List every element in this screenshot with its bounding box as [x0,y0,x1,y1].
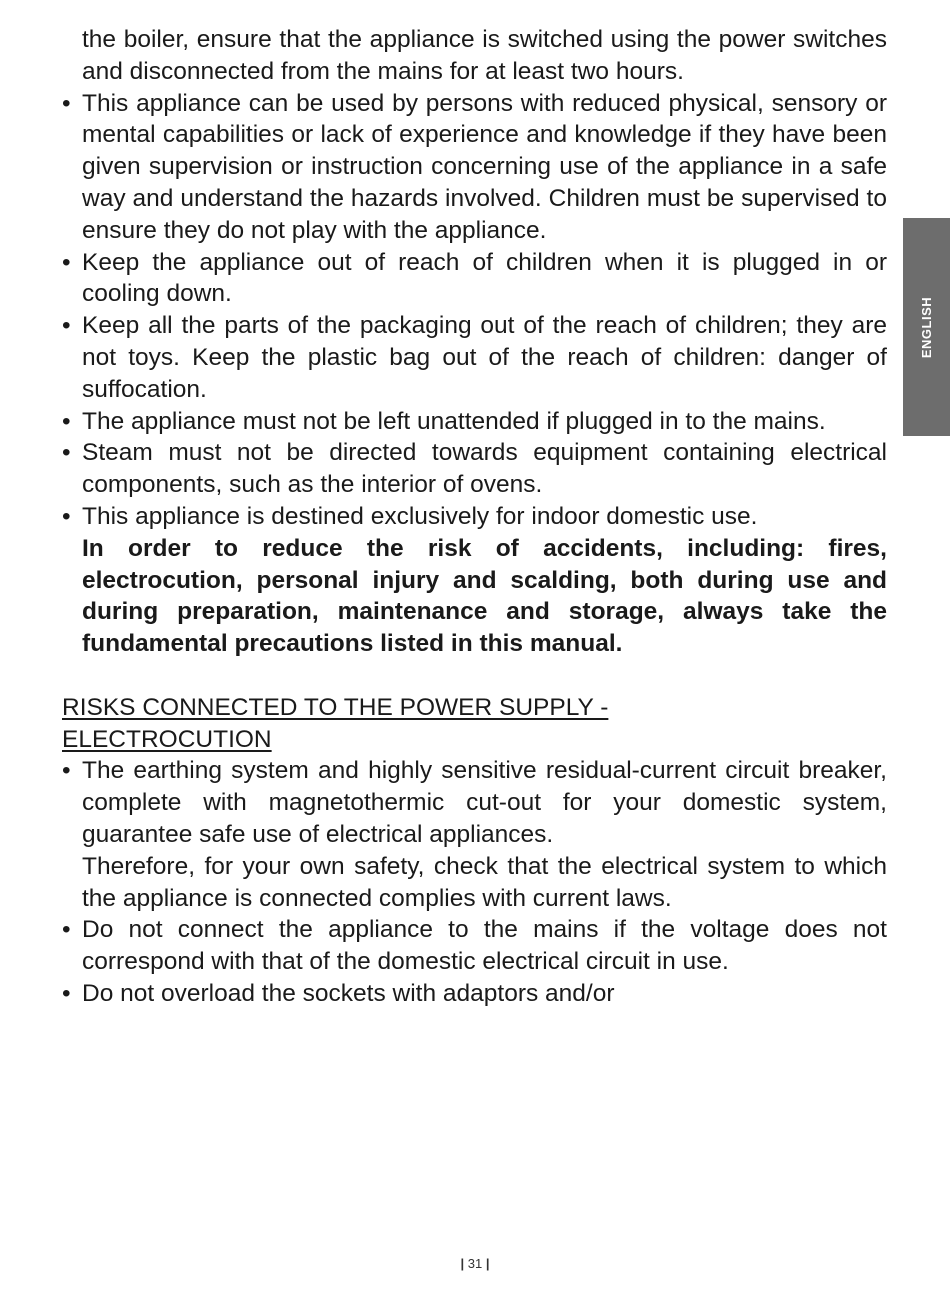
safety-bullet-list [62,88,887,533]
bullet-text: This appliance is destined exclusively for indoor domestic use. [82,502,758,530]
bullet-text: Keep the appliance out of reach of children when it is plugged in or cooling down. [82,248,887,308]
precautions-note: In order to reduce the risk of accidents, including: fires, electrocution, personal injury and scalding, both during use and during preparation, maintenance and storage, always take the fundamental precautions listed in this manual. [82,534,887,658]
intro-continuation: the boiler, ensure that the appliance is switched using the power switches and disconnected from the mains for at least two hours. [82,26,887,85]
bullet-text: The appliance must not be left unattended if plugged in to the mains. [82,407,826,435]
bullet-followup-text: Therefore, for your own safety, check that the electrical system to which the appliance is connected complies with current laws. [82,852,887,912]
list-item: • Do not overload the sockets with adaptors and/or [62,979,615,1007]
language-tab [903,218,950,436]
list-item: • Steam must not be directed towards equipment containing electrical components, such as the interior of ovens. [62,439,887,499]
list-item: • Do not connect the appliance to the mains if the voltage does not correspond with that of the domestic electrical circuit in use. [62,916,887,976]
bullet-text: Keep all the parts of the packaging out of the reach of children; they are not toys. Keep the plastic bag out of the reach of children: danger of suffocation. [82,312,887,403]
list-item: • Keep the appliance out of reach of children when it is plugged in or cooling down. [62,248,887,308]
language-tab-label: ENGLISH [919,296,935,358]
list-item: • This appliance can be used by persons with reduced physical, sensory or mental capabilities or lack of experience and knowledge if they have been given supervision or instruction concerning use of the appliance in a safe way and understand the hazards involved. Children must be supervised to ensure they do not play with the appliance. [62,89,887,244]
page-number: | 31 | [460,1256,490,1271]
bullet-text: The earthing system and highly sensitive residual-current circuit breaker, complete with magnetothermic cut-out for your domestic system, guarantee safe use of electrical appliances. [82,757,887,848]
list-item: • Keep all the parts of the packaging out of the reach of children; they are not toys. Keep the plastic bag out of the reach of children: danger of suffocation. [62,312,887,403]
power-supply-bullet-list [62,755,887,1009]
bullet-text: Do not connect the appliance to the mains if the voltage does not correspond with that of the domestic electrical circuit in use. [82,916,887,976]
list-item: • This appliance is destined exclusively for indoor domestic use. [62,502,758,530]
bullet-text: This appliance can be used by persons with reduced physical, sensory or mental capabilities or lack of experience and knowledge if they have been given supervision or instruction concerning use of the appliance in a safe way and understand the hazards involved. Children must be supervised to ensure they do not play with the appliance. [82,89,887,244]
section-title: RISKS CONNECTED TO THE POWER SUPPLY - ELECTROCUTION [62,693,609,753]
page-number-value: 31 [467,1256,483,1271]
list-item: • The earthing system and highly sensitive residual-current circuit breaker, complete with magnetothermic cut-out for your domestic system, guarantee safe use of electrical appliances. Therefore, for your own safety, check that the electrical system to which the appliance is connected complies with current laws. [62,755,887,914]
bullet-text: Do not overload the sockets with adaptors and/or [82,979,615,1007]
bullet-text: Steam must not be directed towards equipment containing electrical components, such as the interior of ovens. [82,439,887,499]
list-item: • The appliance must not be left unattended if plugged in to the mains. [62,407,826,435]
page-content [62,24,887,1010]
